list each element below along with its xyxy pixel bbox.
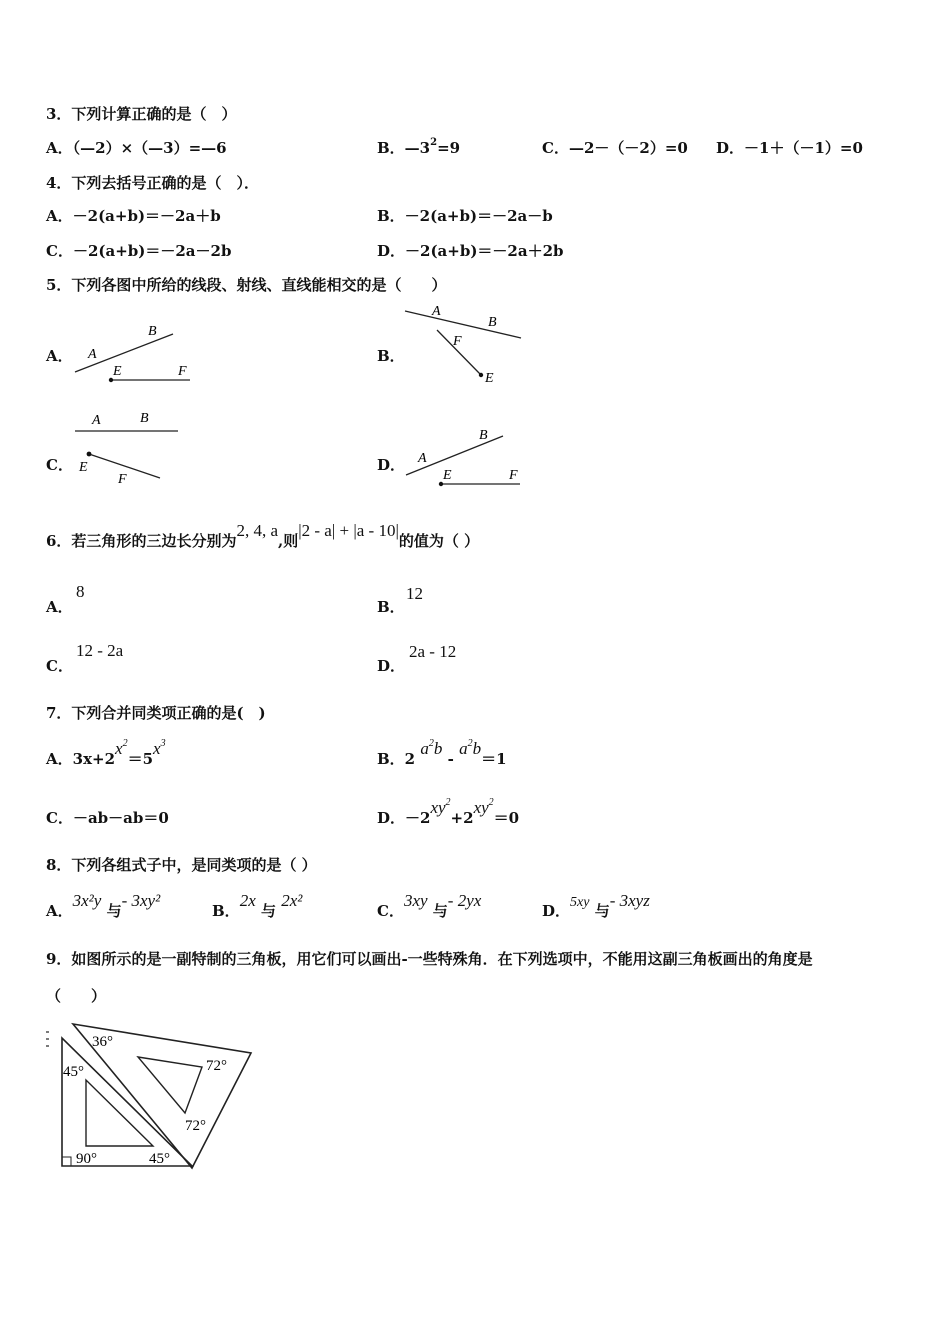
angle-label-72-top: 72° xyxy=(206,1058,227,1074)
fig-b-label-e: E xyxy=(485,371,494,386)
q5-option-d: D． xyxy=(377,456,406,474)
q7-a-term2-base: x xyxy=(153,739,161,758)
fig-a-label-f: F xyxy=(178,364,187,379)
fig-b-label-a: A xyxy=(432,304,441,319)
q7-b-term1-b: b xyxy=(433,739,443,758)
q7-b-term2-exp: 2 xyxy=(467,738,473,749)
q8-c-term1: 3xy xyxy=(403,891,428,910)
q7-b-eq: ＝1 xyxy=(481,750,507,768)
fig-d-label-f: F xyxy=(509,468,518,483)
q8-option-c xyxy=(377,891,482,921)
q7-b-minus: - xyxy=(447,750,454,768)
fig-a-label-e: E xyxy=(113,364,122,379)
q7-b-term1 xyxy=(420,739,442,758)
q8-b-label: B． xyxy=(212,902,240,920)
q3-stem: 3．下列计算正确的是（ ） xyxy=(46,105,237,123)
q5-stem: 5．下列各图中所给的线段、射线、直线能相交的是（ ） xyxy=(46,276,447,294)
q7-b-term1-exp: 2 xyxy=(428,738,434,749)
q5-figure-b xyxy=(400,300,530,390)
q8-stem: 8．下列各组式子中，是同类项的是（ ） xyxy=(46,856,317,874)
q7-option-b xyxy=(377,738,507,769)
q4-option-b: B．－2(a+b)＝－2a－b xyxy=(377,207,553,225)
q8-b-term1: 2x xyxy=(239,891,256,910)
q5-option-c: C． xyxy=(46,456,73,474)
q8-d-label: D． xyxy=(542,902,571,920)
q6-option-b: B． xyxy=(377,598,405,616)
q5-figure-d xyxy=(400,425,530,495)
fig-c-label-b: B xyxy=(140,411,149,426)
q5-option-b: B． xyxy=(377,347,405,365)
angle-label-72-bottom: 72° xyxy=(185,1118,206,1134)
q9-stem-line2: （ ） xyxy=(46,987,107,1005)
q7-b-term1-base: a xyxy=(420,739,429,758)
fig-b-label-b: B xyxy=(488,315,497,330)
q6-option-d: D． xyxy=(377,657,406,675)
fig-c-label-e: E xyxy=(79,460,88,475)
q6-stem xyxy=(46,521,480,551)
q3-option-d: D．－1＋（－1）=0 xyxy=(716,139,863,157)
fig-d-label-e: E xyxy=(443,468,452,483)
q8-d-term2: - 3xyz xyxy=(609,891,650,910)
q4-option-a: A．－2(a+b)＝－2a＋b xyxy=(46,207,221,225)
q6-expression: |2 - a| + |a - 10| xyxy=(298,521,399,540)
q7-d-pre: D．－2 xyxy=(377,809,431,827)
angle-label-90: 90° xyxy=(76,1151,97,1167)
q7-d-term2 xyxy=(474,798,494,817)
q4-option-d: D．－2(a+b)＝－2a＋2b xyxy=(377,242,564,260)
q6-option-d-value: 2a - 12 xyxy=(409,642,457,661)
q3-b-post: =9 xyxy=(437,139,461,157)
q7-stem: 7．下列合并同类项正确的是( ) xyxy=(46,704,266,722)
q7-a-term1-exp: 2 xyxy=(122,738,128,749)
q7-d-term1-base: xy xyxy=(430,798,446,817)
q6-option-c: C． xyxy=(46,657,73,675)
fig-d-label-b: B xyxy=(479,428,488,443)
fig-a-label-a: A xyxy=(88,347,97,362)
q8-c-term2: - 2yx xyxy=(447,891,482,910)
q5-figure-a xyxy=(60,315,200,390)
q3-b-pre: B．—3 xyxy=(377,139,431,157)
q8-option-a xyxy=(46,891,161,921)
q5-option-a: A． xyxy=(46,347,73,365)
q7-d-term2-base: xy xyxy=(473,798,489,817)
q6-stem-mid: ,则 xyxy=(278,532,299,550)
angle-label-45-top: 45° xyxy=(63,1064,84,1080)
fig-a-label-b: B xyxy=(148,324,157,339)
q7-b-pre: B．2 xyxy=(377,750,416,768)
q8-d-and: 与 xyxy=(594,902,610,920)
q7-d-term1-exp: 2 xyxy=(445,797,451,808)
q6-stem-pre: 6．若三角形的三边长分别为 xyxy=(46,532,237,550)
q8-b-and: 与 xyxy=(260,902,276,920)
q7-a-term1-base: x xyxy=(115,739,123,758)
q8-a-term2: - 3xy² xyxy=(121,891,161,910)
q7-a-term2 xyxy=(153,739,166,758)
q7-a-eq: ＝5 xyxy=(127,750,154,768)
q7-a-term2-exp: 3 xyxy=(160,738,166,749)
q6-option-a: A． xyxy=(46,598,73,616)
q6-sides: 2, 4, a xyxy=(236,521,278,540)
q4-option-c: C．－2(a+b)＝－2a－2b xyxy=(46,242,232,260)
q7-b-term2-base: a xyxy=(459,739,468,758)
q8-c-and: 与 xyxy=(432,902,448,920)
q3-b-sup: 2 xyxy=(430,137,438,148)
q8-a-and: 与 xyxy=(106,902,122,920)
q7-b-term2-b: b xyxy=(472,739,482,758)
q7-b-term2 xyxy=(459,739,481,758)
q3-option-a: A．（—2）×（—3）=—6 xyxy=(46,139,227,157)
q8-option-d xyxy=(542,891,650,921)
q8-option-b xyxy=(212,891,303,921)
q3-option-b xyxy=(377,137,460,158)
q8-a-term1: 3x²y xyxy=(72,891,102,910)
q8-a-label: A． xyxy=(46,902,73,920)
q7-d-term2-exp: 2 xyxy=(488,797,494,808)
q7-a-pre: A．3x+2 xyxy=(46,750,116,768)
angle-label-45-bottom: 45° xyxy=(149,1151,170,1167)
q8-d-term1: 5xy xyxy=(570,895,590,910)
q8-c-label: C． xyxy=(377,902,404,920)
q7-option-c: C．－ab－ab＝0 xyxy=(46,809,169,827)
q7-d-eq: ＝0 xyxy=(493,809,520,827)
q5-figure-c xyxy=(65,405,190,490)
q6-stem-post: 的值为（ ） xyxy=(398,532,480,550)
fig-b-label-f: F xyxy=(453,334,462,349)
q7-d-term1 xyxy=(430,798,450,817)
fig-c-label-a: A xyxy=(92,413,101,428)
q6-option-c-value: 12 - 2a xyxy=(76,641,124,660)
fig-d-label-a: A xyxy=(418,451,427,466)
q9-set-square-figure xyxy=(40,1020,260,1175)
angle-label-36: 36° xyxy=(92,1034,113,1050)
fig-c-label-f: F xyxy=(118,472,127,487)
q7-option-d xyxy=(377,797,520,828)
q6-option-a-value: 8 xyxy=(76,582,85,601)
q8-b-term2: 2x² xyxy=(281,891,303,910)
q7-option-a xyxy=(46,738,166,769)
q6-option-b-value: 12 xyxy=(406,584,423,603)
q4-stem: 4．下列去括号正确的是（ ）． xyxy=(46,174,259,192)
q3-option-c: C．—2－（－2）=0 xyxy=(542,139,688,157)
q7-a-term1 xyxy=(115,739,128,758)
q7-d-plus: +2 xyxy=(450,809,474,827)
q9-stem-line1: 9．如图所示的是一副特制的三角板，用它们可以画出-一些特殊角．在下列选项中，不能用这副三角板画出的角度是 xyxy=(46,950,813,968)
